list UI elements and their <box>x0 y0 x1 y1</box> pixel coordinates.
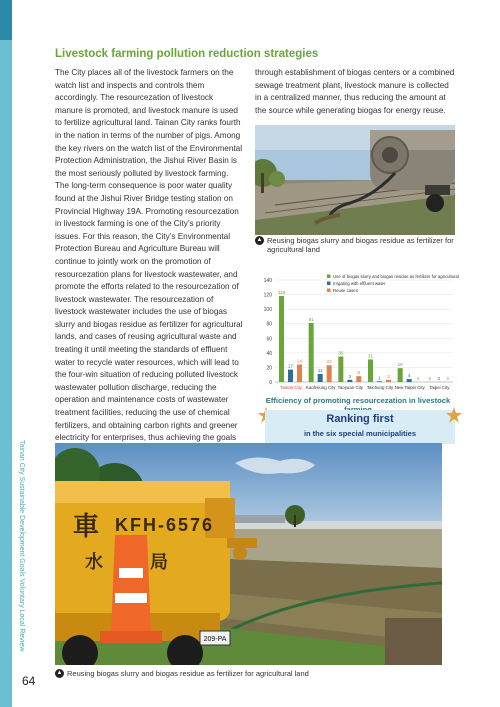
caption-bottom-photo: ▲ Reusing biogas slurry and biogas residue as fertilizer for agricultural land <box>56 669 309 678</box>
y-tick-label: 60 <box>266 336 272 343</box>
ranking-subtitle: in the six special municipalities <box>303 429 417 438</box>
article-body-right: through establishment of biogas centers or a combined sewage treatment plant, livestock manure is collected in a centralized manner, thus reducing the amount at the source while generating biogas for energy reuse. <box>255 68 455 115</box>
legend-label: Use of biogas slurry and biogas residue as fertilizer for agricultural land <box>333 274 460 279</box>
chart-bar <box>318 374 323 382</box>
data-label: 11 <box>317 367 323 373</box>
data-label: 1 <box>378 375 381 381</box>
side-running-text: Tainan City Sustainable Development Goals Voluntary Local Review <box>18 440 25 652</box>
chart-title: Efficiency of promoting resourcezation in livestock <box>265 396 451 405</box>
y-tick-label: 40 <box>266 350 272 357</box>
data-label: 0 <box>428 376 432 381</box>
x-tick-label: Tainan City <box>280 385 302 390</box>
chart-bar <box>398 368 403 382</box>
chart-bar <box>386 380 391 382</box>
left-color-band <box>0 0 12 707</box>
chart-bar <box>356 376 361 382</box>
legend-swatch <box>327 282 331 286</box>
camera-icon: ▲ <box>256 237 263 243</box>
ranking-title: Ranking first <box>326 413 394 425</box>
x-tick-label: Taoyuan City <box>337 385 364 390</box>
data-label: 19 <box>397 362 403 368</box>
article-title: Livestock farming pollution reduction strategies <box>55 48 319 60</box>
chart-bar <box>288 370 293 382</box>
chart-bar <box>309 323 314 382</box>
camera-icon: ▲ <box>56 670 63 676</box>
data-label: 0 <box>446 376 450 381</box>
star-icon <box>446 407 462 423</box>
photo-tanker-truck-field <box>55 443 442 665</box>
data-label: 31 <box>367 353 374 359</box>
truck-char-1: 車 <box>73 512 100 542</box>
data-label: 3 <box>348 373 352 379</box>
data-label: 3 <box>387 373 390 379</box>
truck-char-2: 水 <box>85 552 103 573</box>
chart-bar <box>368 359 373 382</box>
x-tick-label: New Taipei City <box>394 385 425 390</box>
data-label: 17 <box>287 363 294 369</box>
data-label: 81 <box>308 316 314 322</box>
chart-bar <box>347 380 352 382</box>
legend-label: Reuse cases <box>333 288 358 293</box>
small-plate-text: 209-PA <box>203 636 227 643</box>
data-label: 23 <box>326 359 332 365</box>
data-label: 8 <box>357 370 361 376</box>
y-tick-label: 140 <box>263 278 272 284</box>
legend-swatch <box>327 289 331 293</box>
y-tick-label: 120 <box>263 292 272 299</box>
chart-bar <box>407 379 412 382</box>
truck-plate-text: KFH-6576 <box>115 515 215 535</box>
x-tick-label: Taipei City <box>429 385 450 390</box>
legend-label: Irrigating with effluent water <box>333 281 386 286</box>
photo-biogas-tanker-road <box>255 125 455 235</box>
data-label: 4 <box>407 373 411 379</box>
y-tick-label: 80 <box>266 321 272 328</box>
y-tick-label: 100 <box>263 307 272 314</box>
truck-char-3: 局 <box>150 552 168 573</box>
ranking-banner <box>265 410 455 444</box>
chart-bar <box>377 381 382 382</box>
data-label: 0 <box>437 376 441 381</box>
page-number: 64 <box>22 674 36 688</box>
data-label: 35 <box>338 350 344 356</box>
y-tick-label: 0 <box>269 380 272 386</box>
data-label: 24 <box>296 358 303 364</box>
bar-chart-svg <box>253 272 460 397</box>
legend-swatch <box>327 275 331 279</box>
article-body-left: The City places all of the livestock farmers on the watch list and inspects and controls them accordingly. The resourcezation of livestock manure is promoted, and livestock manure is used to fertilize agricultural land. Tainan City ranks fourth in the nation in terms of the number of pigs. Among the key rivers on the watch list of the Environmental Protection Administration, the Jishui River Basin is the most seriously polluted by livestock farming. The long-term consequence is poor water quality found at the Jishui River Bridge testing station on Provincial Highway 19A. Promoting resourcezation in livestock farming is one of the City’s priority issues. For this reason, the City’s Environmental Protection Bureau and Agriculture Bureau will continue to jointly work on the promotion of resourcezation plans for livestock wastewater, and promote the efforts related to the resourcezation of livestock wastewater. The resourcezation of livestock wastewater includes the use of biogas slurry and biogas residue as fertilizer for agricultural lands, and cases of reusing agricultural waste and treating it until meeting the standards of effluent water to recycle water resources, which will lead to the four-win situation of reducing polluted livestock wastewater pollution discharge, reducing the operation and maintenance costs of wastewater treatment facilities, reducing the use of chemical fertilizers, and obtaining carbon rights and greener electricity for enterprises, thus achieving the goals <box>55 68 243 443</box>
chart-bar <box>279 296 284 382</box>
data-label: 118 <box>277 290 286 296</box>
y-tick-label: 20 <box>266 365 272 372</box>
chart-bar <box>297 365 302 382</box>
x-tick-label: Kaohsiung City <box>305 385 336 390</box>
chart-bar <box>338 357 343 383</box>
x-tick-label: Taichung City <box>366 385 394 390</box>
data-label: 0 <box>416 376 420 381</box>
chart-bar <box>327 365 332 382</box>
caption-top-photo: ▲ Reusing biogas slurry and biogas residue as fertilizer for agricultural land <box>256 236 454 254</box>
